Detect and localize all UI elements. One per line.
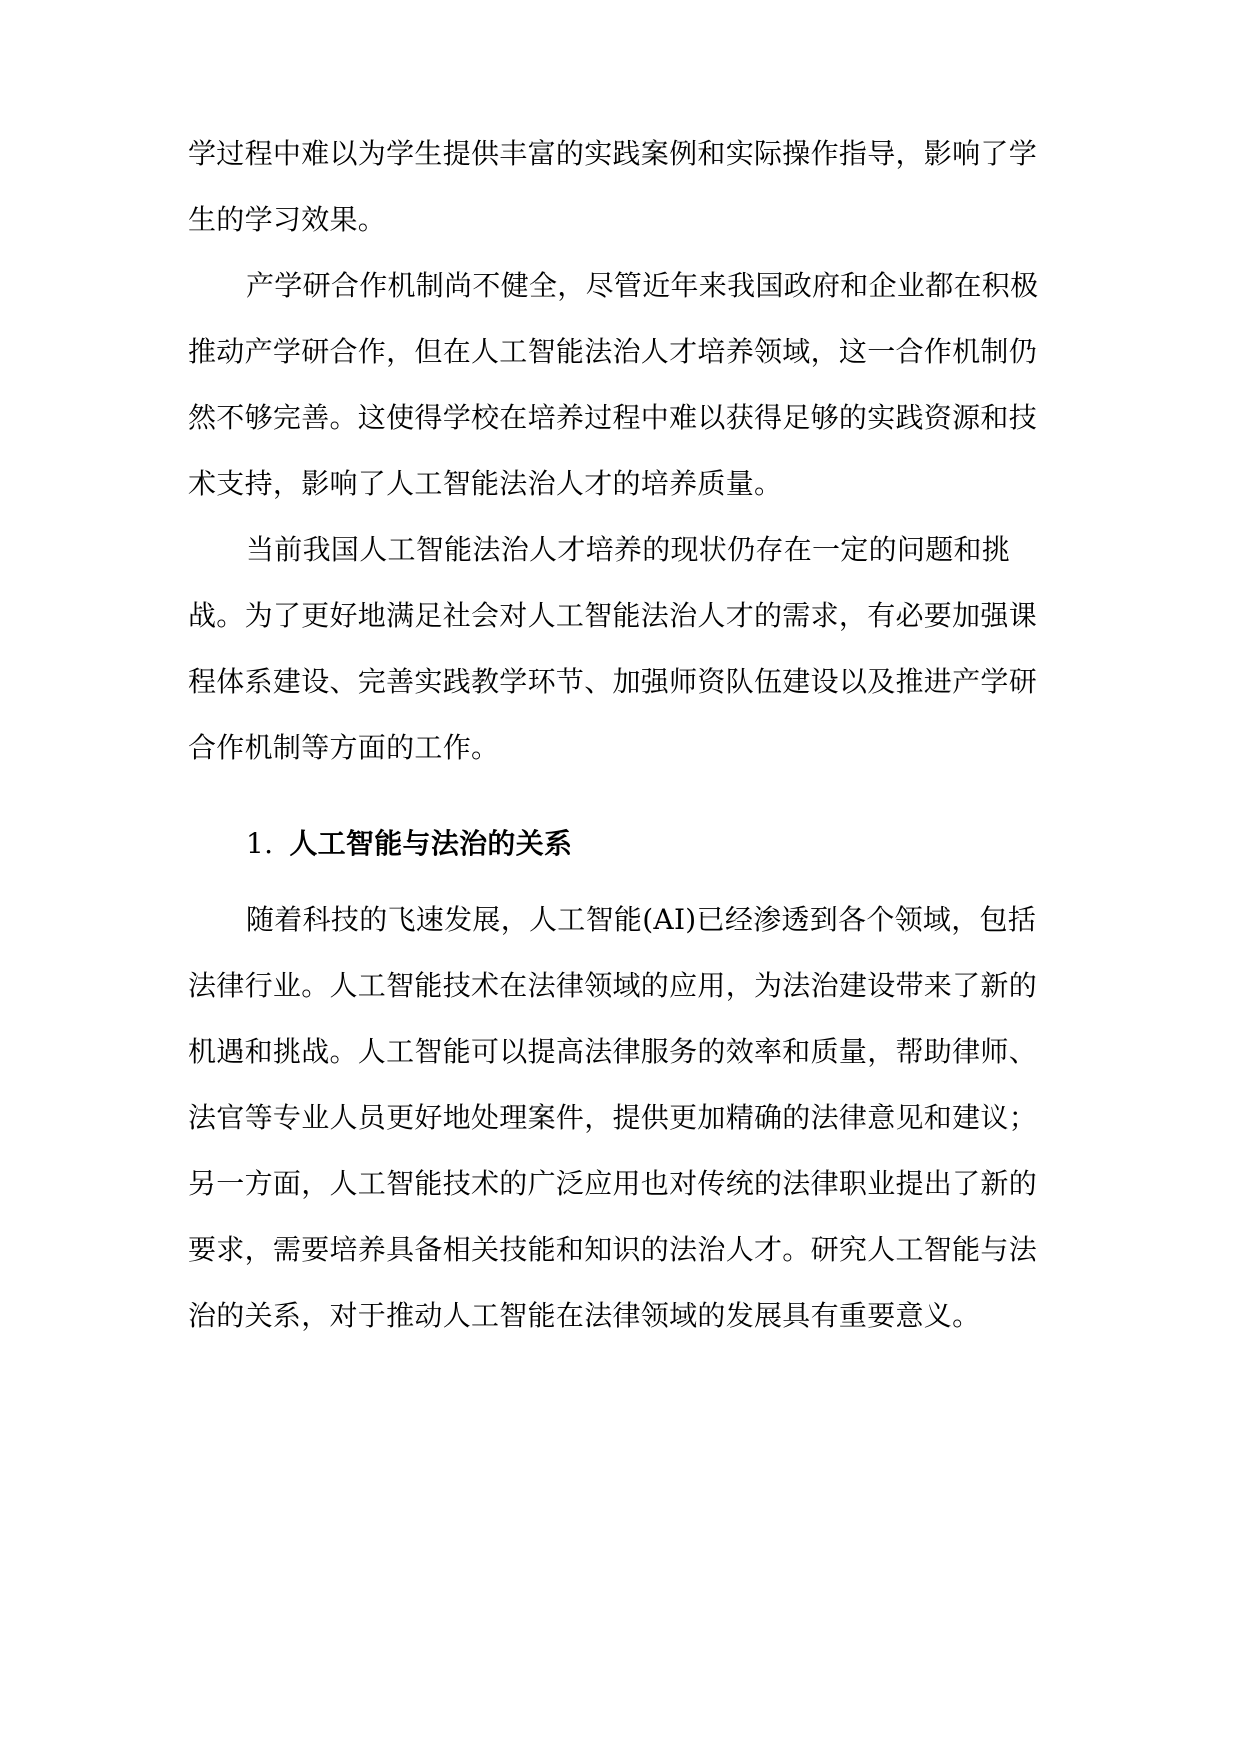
paragraph-3-line-3: 程体系建设、完善实践教学环节、加强师资队伍建设以及推进产学研 (188, 665, 1038, 698)
paragraph-4-line-1: 随着科技的飞速发展，人工智能(AI)已经渗透到各个领域，包括 (246, 903, 1037, 936)
paragraph-1-line-2: 生的学习效果。 (188, 203, 387, 236)
paragraph-4-line-7: 治的关系，对于推动人工智能在法律领域的发展具有重要意义。 (188, 1299, 981, 1332)
section-heading-number: 1. (246, 827, 274, 860)
paragraph-3-line-2: 战。为了更好地满足社会对人工智能法治人才的需求，有必要加强课 (188, 599, 1038, 632)
paragraph-4-line-5: 另一方面，人工智能技术的广泛应用也对传统的法律职业提出了新的 (188, 1167, 1038, 1200)
paragraph-2-line-2: 推动产学研合作，但在人工智能法治人才培养领域，这一合作机制仍 (188, 335, 1038, 368)
paragraph-1-line-1: 学过程中难以为学生提供丰富的实践案例和实际操作指导，影响了学 (188, 137, 1038, 170)
paragraph-4-line-4: 法官等专业人员更好地处理案件，提供更加精确的法律意见和建议； (188, 1101, 1038, 1134)
paragraph-2-line-3: 然不够完善。这使得学校在培养过程中难以获得足够的实践资源和技 (188, 401, 1038, 434)
paragraph-3-line-1: 当前我国人工智能法治人才培养的现状仍存在一定的问题和挑 (246, 533, 1011, 566)
paragraph-3-line-4: 合作机制等方面的工作。 (188, 731, 500, 764)
paragraph-2-line-4: 术支持，影响了人工智能法治人才的培养质量。 (188, 467, 783, 500)
paragraph-4-line-6: 要求，需要培养具备相关技能和知识的法治人才。研究人工智能与法 (188, 1233, 1038, 1266)
paragraph-4-line-2: 法律行业。人工智能技术在法律领域的应用，为法治建设带来了新的 (188, 969, 1038, 1002)
paragraph-2-line-1: 产学研合作机制尚不健全，尽管近年来我国政府和企业都在积极 (246, 269, 1039, 302)
section-heading-title: 人工智能与法治的关系 (289, 827, 573, 860)
section-heading (246, 826, 572, 862)
paragraph-4-line-3: 机遇和挑战。人工智能可以提高法律服务的效率和质量，帮助律师、 (188, 1035, 1038, 1068)
